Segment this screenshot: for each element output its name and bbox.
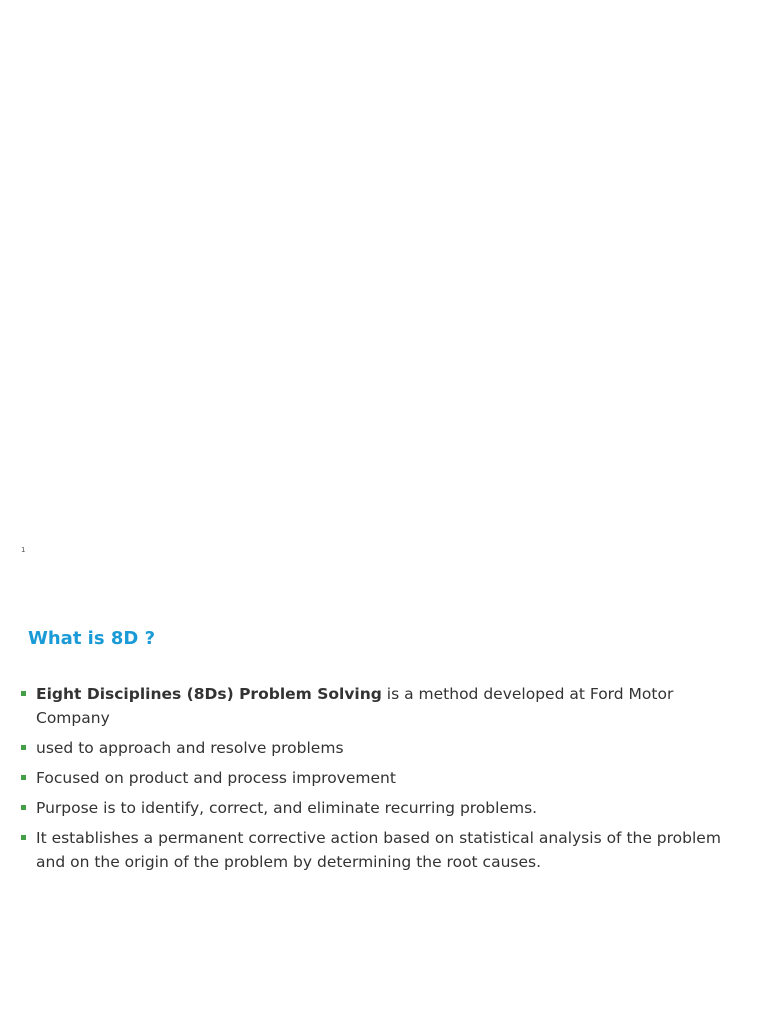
- bullet-text: Purpose is to identify, correct, and eliminate recurring problems.: [36, 799, 538, 817]
- bullet-item: [0, 826, 768, 874]
- slide-title: What is 8D ?: [28, 628, 156, 649]
- bullet-text: Focused on product and process improvement: [36, 769, 396, 787]
- bullet-item: [0, 796, 768, 820]
- square-bullet-icon: [21, 835, 26, 840]
- square-bullet-icon: [21, 691, 26, 696]
- square-bullet-icon: [21, 805, 26, 810]
- bullet-item: [0, 766, 768, 790]
- bullet-list: [0, 682, 768, 874]
- page-number: 1: [21, 546, 26, 554]
- bullet-bold-text: Eight Disciplines (8Ds) Problem Solving: [36, 685, 382, 703]
- bullet-text: used to approach and resolve problems: [36, 739, 344, 757]
- bullet-text: It establishes a permanent corrective action based on statistical analysis of the problem and on the origin of the problem by determining the root causes.: [36, 829, 721, 871]
- square-bullet-icon: [21, 775, 26, 780]
- square-bullet-icon: [21, 745, 26, 750]
- bullet-text: is a method developed at Ford Motor Company: [36, 685, 674, 727]
- bullet-item: [0, 736, 768, 760]
- bullet-item: [0, 682, 768, 730]
